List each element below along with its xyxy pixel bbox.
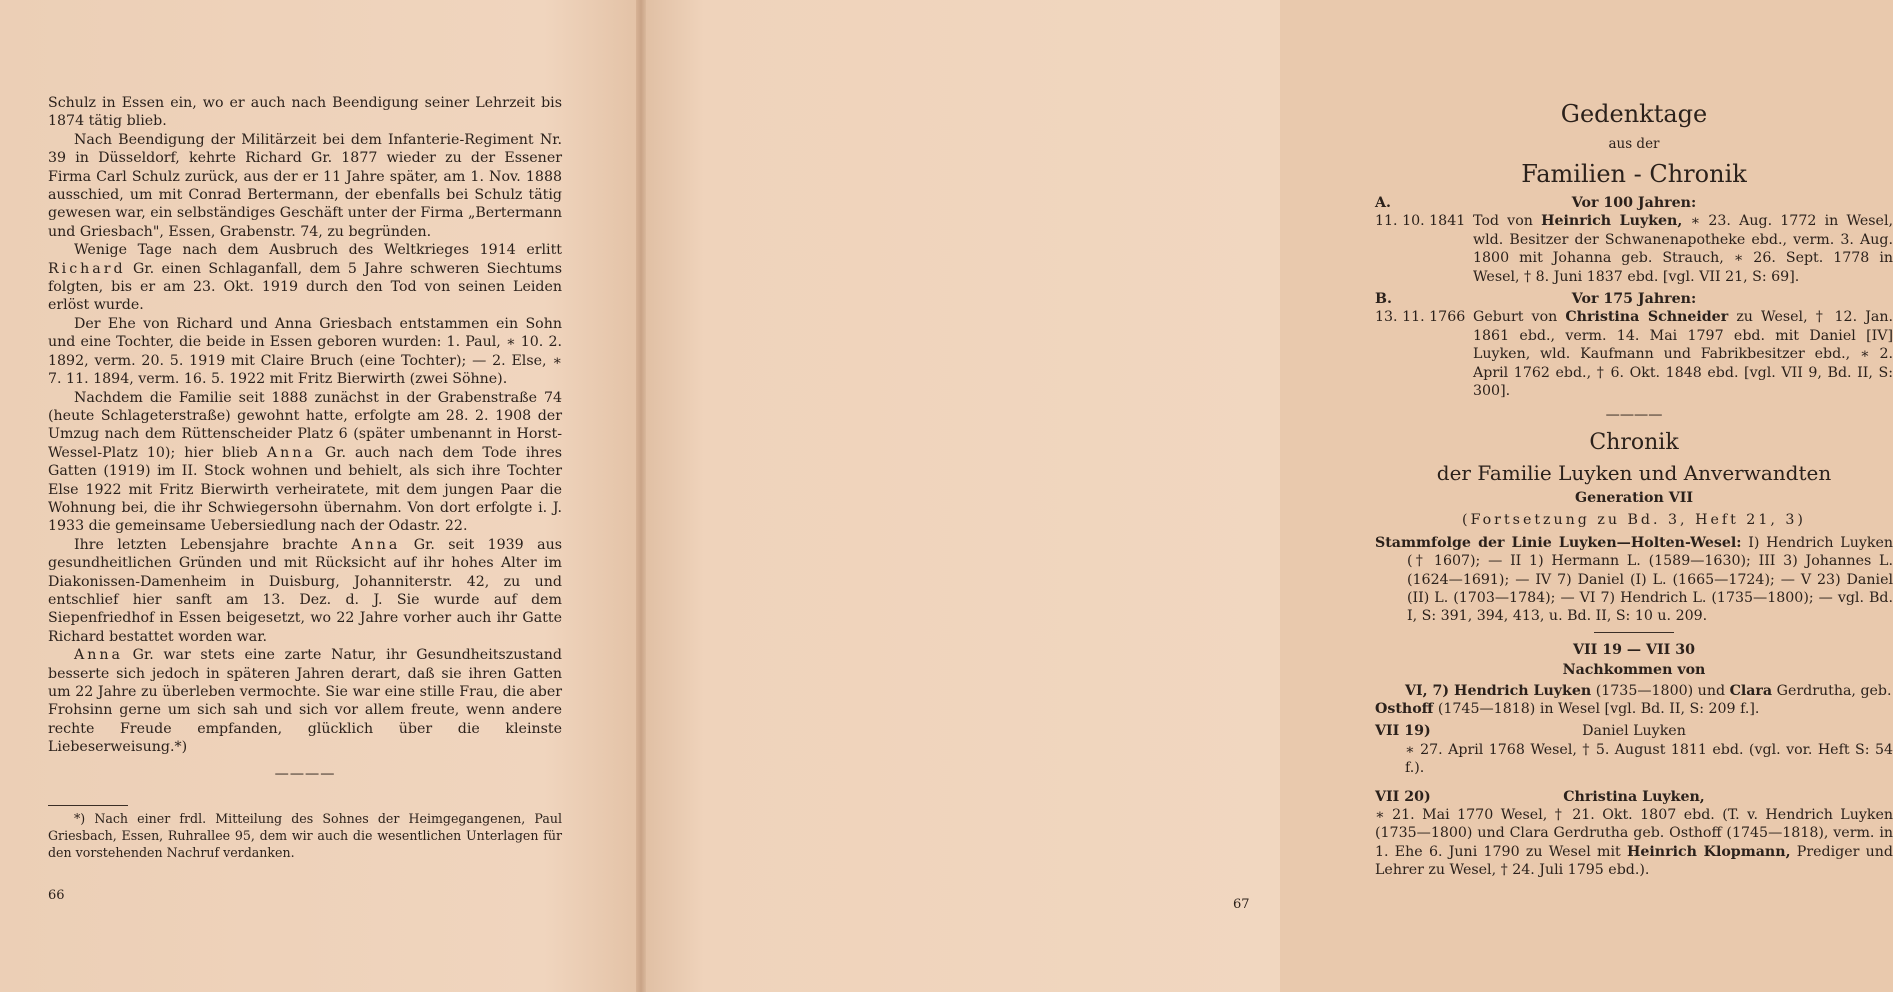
section-a-letter: A.: [1375, 195, 1391, 211]
entry-a-date: 11. 10. 1841: [1375, 213, 1466, 230]
vi7-rest: Gerdrutha, geb.: [1776, 682, 1892, 699]
paragraph-5: [48, 389, 562, 536]
right-page-body: [1375, 98, 1893, 880]
entry-a-body: [1473, 212, 1893, 286]
subtitle-familie-luyken: der Familie Luyken und Anverwandten: [1436, 460, 1832, 485]
book-gutter: [636, 0, 646, 992]
vii19-heading: [1375, 722, 1893, 740]
vii19-text: ∗ 27. April 1768 Wesel, † 5. August 1811 ebd. (vgl. vor. Heft S: 54 f.).: [1405, 741, 1893, 777]
section-divider: ————: [274, 765, 336, 782]
vii19-label: VII 19): [1375, 723, 1431, 740]
vii20-text: [1375, 806, 1893, 880]
name-anna-spaced: Anna: [266, 444, 316, 461]
vii20-label: VII 20): [1375, 788, 1431, 805]
paragraph-3: [48, 241, 562, 315]
stammfolge-label: Stammfolge der Linie Luyken—Holten-Wesel:: [1375, 534, 1742, 551]
entry-b-name: Christina Schneider: [1565, 309, 1729, 326]
right-page: [640, 0, 1893, 992]
paragraph-1: Schulz in Essen ein, wo er auch nach Beendigung seiner Lehrzeit bis 1874 tätig blieb.: [48, 95, 562, 130]
page-number-right: 67: [1233, 897, 1250, 912]
section-b-letter: B.: [1375, 291, 1392, 308]
page-number-left: 66: [48, 888, 65, 903]
name-anna-spaced: Anna: [351, 536, 401, 553]
paragraph-3-start: Wenige Tage nach dem Ausbruch des Weltkrieges 1914 erlitt: [74, 242, 562, 259]
paragraph-5-start: Nachdem die Familie seit 1888 zunächst in der Grabenstraße 74 (heute Schlageterstraße) gewohnt hatte, erfolgte am 28. 2. 1908 der Umzug nach dem Rüttenscheider Platz 6 (später umbenannt in Horst-Wessel-Platz 10); hier blieb: [48, 389, 562, 461]
stammfolge-paragraph: [1375, 534, 1893, 626]
vii20-pre: ∗ 21. Mai 1770 Wesel, † 21. Okt. 1807 ebd. (T. v. Hendrich Luyken (1735—1800) und Clara Gerdrutha geb. Osthoff (1745—1818), verm. in 1. Ehe 6. Juni 1790 zu Wesel mit: [1375, 806, 1893, 860]
vi7-end: (1745—1818) in Wesel [vgl. Bd. II, S: 209 f.].: [1437, 700, 1760, 717]
left-page: [0, 0, 640, 992]
entry-b-body: [1473, 308, 1893, 400]
footnote: *) Nach einer frdl. Mitteilung des Sohnes der Heimgegangenen, Paul Griesbach, Essen, Ruhrallee 95, dem wir auch die wesentlichen Unterlagen für den vorstehenden Nachruf verdanken.: [48, 811, 562, 860]
vi7-continuation: [1375, 700, 1893, 718]
fortsetzung-note: (Fortsetzung zu Bd. 3, Heft 21, 3): [1462, 512, 1806, 529]
generation-heading: Generation VII: [1574, 489, 1694, 506]
section-b-title: Vor 175 Jahren:: [1571, 291, 1697, 308]
stammfolge-text: I) Hendrich Luyken († 1607); — II 1) Hermann L. (1589—1630); III 3) Johannes L. (1624—1691); — IV 7) Daniel (I) L. (1665—1724); — V 23) Daniel (II) L. (1703—1784); — VI 7) Hendrich L. (1735—1800); — vgl. Bd. I, S: 391, 394, 413, u. Bd. II, S: 10 u. 209.: [1407, 534, 1893, 625]
vi7-name: VI, 7) Hendrich Luyken: [1405, 682, 1592, 699]
vii20-heading: [1375, 788, 1893, 806]
section-a-heading: [1375, 194, 1893, 212]
entry-b-pre: Geburt von: [1473, 309, 1558, 326]
nachkommen-heading: Nachkommen von: [1562, 662, 1706, 679]
spacer: [1833, 194, 1893, 212]
paragraph-2: Nach Beendigung der Militärzeit bei dem Infanterie-Regiment Nr. 39 in Düsseldorf, kehrte Richard Gr. 1877 wieder zu der Essener Firma Carl Schulz zurück, aus der er 11 Jahre später, am 1. Nov. 1888 ausschied, um mit Conrad Bertermann, der ebenfalls bei Schulz tätig gewesen war, ein selbständiges Geschäft unter der Firma „Bertermann und Griesbach", Essen, Grabenstr. 74, zu begründen.: [48, 131, 562, 240]
paragraph-4: Der Ehe von Richard und Anna Griesbach entstammen ein Sohn und eine Tochter, die beide in Essen geboren wurden: 1. Paul, ∗ 10. 2. 1892, verm. 20. 5. 1919 mit Claire Bruch (eine Tochter); — 2. Else, ∗ 7. 11. 1894, verm. 16. 5. 1922 mit Fritz Bierwirth (zwei Söhne).: [48, 315, 562, 388]
entry-a: [1375, 212, 1893, 286]
entry-a-name: Heinrich Luyken,: [1541, 213, 1683, 230]
vii20-husband: Heinrich Klopmann,: [1626, 843, 1791, 860]
title-chronik: Chronik: [1589, 429, 1679, 455]
left-page-body: [48, 94, 562, 783]
spacer: [1833, 290, 1893, 308]
title-connector: aus der: [1608, 136, 1660, 152]
vii-range-heading: VII 19 — VII 30: [1573, 641, 1695, 658]
section-a-title: Vor 100 Jahren:: [1571, 195, 1697, 211]
paragraph-3-end: Gr. einen Schlaganfall, dem 5 Jahre schweren Siechtums folgten, bis er am 23. Okt. 1919 durch den Tod von seinen Leiden erlöst wurde.: [48, 260, 562, 314]
section-b-heading: [1375, 290, 1893, 308]
entry-a-post: ∗ 23. Aug. 1772 in Wesel, wld. Besitzer der Schwanenapotheke ebd., verm. 3. Aug. 1800 mit Johanna geb. Strauch, ∗ 26. Sept. 1778 in Wesel, † 8. Juni 1837 ebd. [vgl. VII 21, S: 69].: [1473, 213, 1893, 285]
entry-b-date: 13. 11. 1766: [1375, 309, 1466, 326]
paragraph-6: [48, 536, 562, 646]
paragraph-7: [48, 646, 562, 756]
vii20-post: Prediger und Lehrer zu Wesel, † 24. Juli 1795 ebd.).: [1375, 843, 1893, 879]
paragraph-6-end: Gr. seit 1939 aus gesundheitlichen Gründen und mit Rücksicht auf ihr hohes Alter im Diakonissen-Damenheim in Duisburg, Johanniterstr. 42, zu und entschlief hier sanft am 13. Dez. d. J. Sie wurde auf dem Siepenfriedhof in Essen beigesetzt, wo 22 Jahre vorher auch ihr Gatte Richard bestattet worden war.: [48, 536, 563, 645]
vi7-clara: Clara: [1729, 682, 1773, 699]
paragraph-7-end: Gr. war stets eine zarte Natur, ihr Gesundheitszustand besserte sich jedoch in späteren Jahren derart, daß sie ihren Gatten um 22 Jahre zu überleben vermochte. Sie war eine stille Frau, die aber Frohsinn gerne um sich sah und sich vor allem freute, wenn andere rechte Freude empfanden, glücklich über die kleinste Liebeserweisung.*): [48, 647, 562, 756]
title-familien-chronik: Familien - Chronik: [1521, 160, 1747, 188]
footnote-rule: [48, 805, 128, 806]
name-richard-spaced: Richard: [48, 260, 126, 277]
vii19-name: Daniel Luyken: [1582, 723, 1686, 740]
vi7-mid: (1735—1800) und: [1595, 682, 1726, 699]
vi7-osthoff: Osthoff: [1375, 700, 1434, 717]
title-gedenktage: Gedenktage: [1560, 100, 1708, 128]
entry-b: [1375, 308, 1893, 400]
horizontal-rule: [1594, 632, 1674, 633]
vii20-name: Christina Luyken,: [1563, 788, 1705, 805]
entry-a-pre: Tod von: [1473, 213, 1533, 230]
name-anna-spaced: Anna: [74, 647, 123, 664]
vi7-paragraph: [1375, 682, 1893, 700]
paragraph-6-start: Ihre letzten Lebensjahre brachte: [74, 536, 338, 553]
short-divider: ————: [1605, 407, 1663, 424]
paragraph-5-end: Gr. auch nach dem Tode ihres Gatten (1919) im II. Stock wohnen und behielt, als sich ihre Tochter Else 1922 mit Fritz Bierwirth verheiratete, mit dem jungen Paar die Wohnung bei, die ihr Schwiegersohn übernahm. Von dort erfolgte i. J. 1933 die gemeinsame Uebersiedlung nach der Odastr. 22.: [48, 444, 562, 535]
entry-b-post: zu Wesel, † 12. Jan. 1861 ebd., verm. 14. Mai 1797 ebd. mit Daniel [IV] Luyken, wld. Kaufmann und Fabrikbesitzer ebd., ∗ 2. April 1762 ebd., † 6. Okt. 1848 ebd. [vgl. VII 9, Bd. II, S: 300].: [1473, 309, 1893, 400]
